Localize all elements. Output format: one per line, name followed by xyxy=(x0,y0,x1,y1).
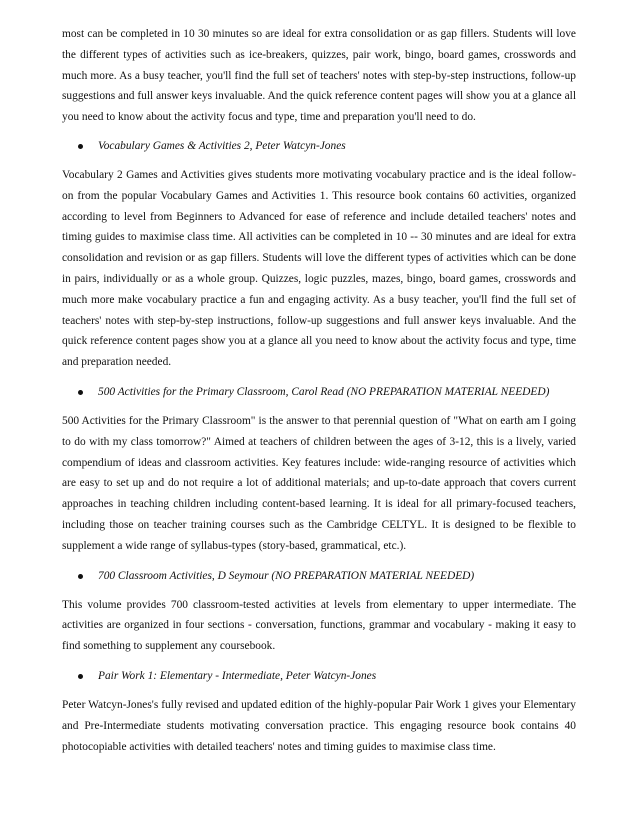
bullet-title: Vocabulary Games & Activities 2, Peter Watcyn-Jones xyxy=(98,140,346,153)
bullet-dot-icon xyxy=(78,144,83,149)
bullet-dot-icon xyxy=(78,390,83,395)
bullet-dot-icon xyxy=(78,574,83,579)
bullet-item-700-activities xyxy=(62,566,576,587)
bullet-item-vocabulary-games-2 xyxy=(62,136,576,157)
bullet-title: 500 Activities for the Primary Classroom, Carol Read (NO PREPARATION MATERIAL NEEDED) xyxy=(98,386,550,399)
paragraph-500-activities: 500 Activities for the Primary Classroom" is the answer to that perennial question of "What on earth am I going to do with my class tomorrow?" Aimed at teachers of children between the ages of 3-12, this is a lively, varied compendium of ideas and classroom activities. Key features include: wide-ranging resource of activities which are easy to set up and do not require a lot of additional materials; and up-to-date approach that covers current approaches in teaching children including content-based learning. It is ideal for all primary-focused teachers, including those on teacher training courses such as the Cambridge CELTYL. It is designed to be flexible to supplement a wide range of syllabus-types (story-based, grammatical, etc.). xyxy=(62,414,576,552)
paragraph-vocabulary-games-2: Vocabulary 2 Games and Activities gives students more motivating vocabulary practice and is the ideal follow-on from the popular Vocabulary Games and Activities 1. This resource book contains 60 activities, organized according to level from Beginners to Advanced for ease of reference and include detailed teachers' notes and timing guides to maximise class time. All activities can be completed in 10 -- 30 minutes and are ideal for extra consolidation and revision or as gap fillers. Students will love the different types of activities which can be done in pairs, individually or as a whole group. Quizzes, logic puzzles, mazes, bingo, board games, crosswords and much more make vocabulary practice a fun and engaging activity. As a busy teacher, you'll find the full set of teachers' notes with step-by-step instructions, follow-up suggestions and full answer keys invaluable. And the quick reference content pages show you at a glance all you need to know about the activity focus and type, time and preparation needed. xyxy=(62,168,576,369)
paragraph-intro-continuation: most can be completed in 10 30 minutes so are ideal for extra consolidation or as gap fillers. Students will love the different types of activities such as ice-breakers, quizzes, pair work, bingo, board games, crosswords and much more. As a busy teacher, you'll find the full set of teachers' notes with step-by-step instructions, follow-up suggestions and full answer keys invaluable. And the quick reference content pages will show you at a glance all you need to know about the activity focus and type, time and preparation you'll need to do. xyxy=(62,28,576,124)
paragraph-pair-work-1: Peter Watcyn-Jones's fully revised and updated edition of the highly-popular Pair Work 1 gives your Elementary and Pre-Intermediate students motivating conversation practice. This engaging resource book contains 40 photocopiable activities with detailed teachers' notes and timing guides to maximise class time. xyxy=(62,698,576,753)
bullet-title: 700 Classroom Activities, D Seymour (NO PREPARATION MATERIAL NEEDED) xyxy=(98,570,475,583)
bullet-item-pair-work-1 xyxy=(62,666,576,687)
bullet-title: Pair Work 1: Elementary - Intermediate, Peter Watcyn-Jones xyxy=(98,670,377,683)
bullet-item-500-activities xyxy=(62,382,576,403)
paragraph-700-activities: This volume provides 700 classroom-tested activities at levels from elementary to upper intermediate. The activities are organized in four sections - conversation, functions, grammar and vocabulary - making it easy to find something to supplement any coursebook. xyxy=(62,598,576,653)
document-page xyxy=(62,24,576,757)
bullet-dot-icon xyxy=(78,674,83,679)
